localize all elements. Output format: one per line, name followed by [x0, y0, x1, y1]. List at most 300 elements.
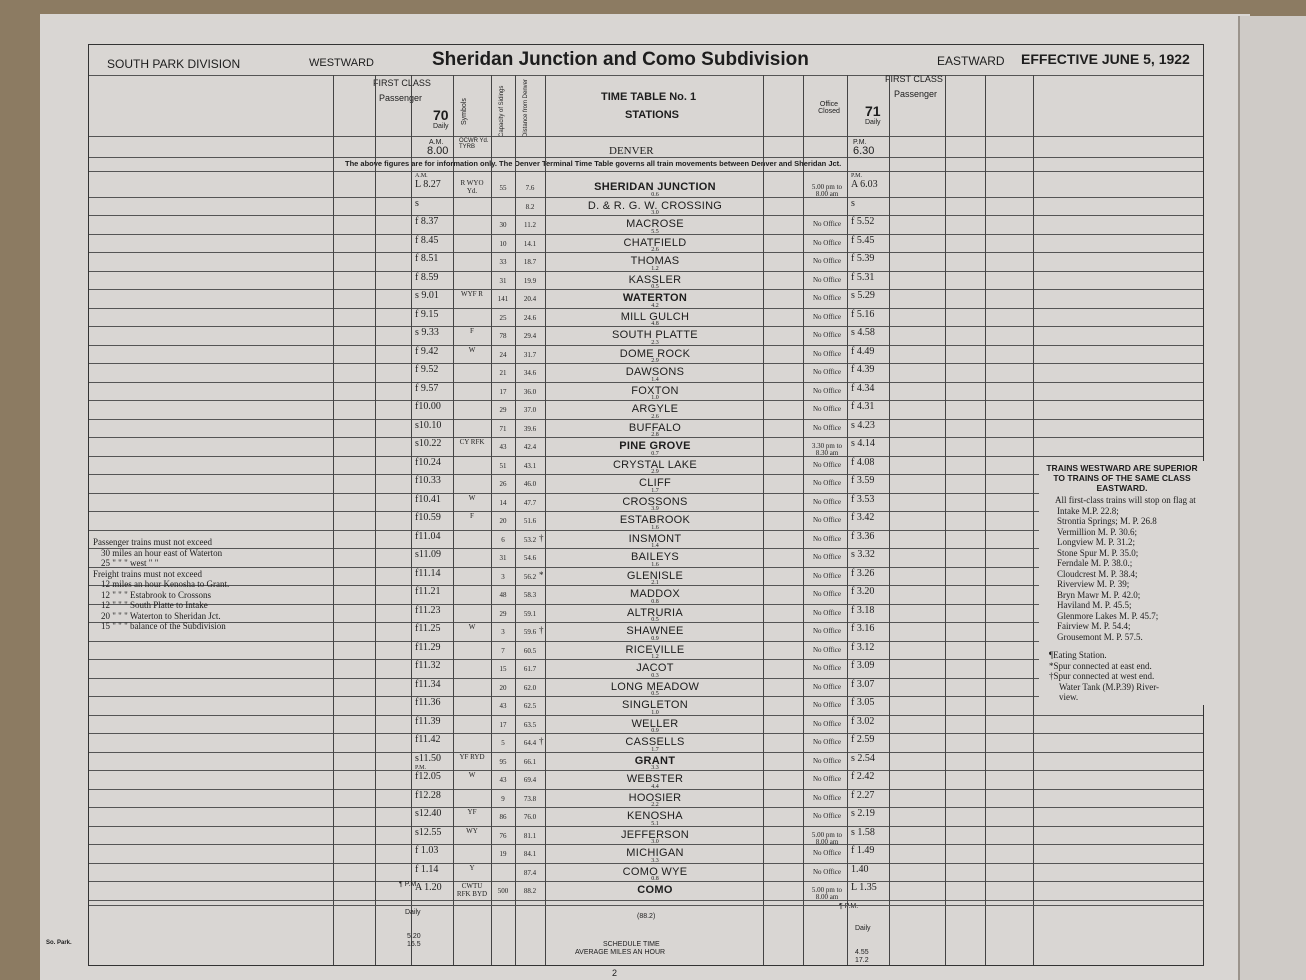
office-closed-hours: No Office — [812, 479, 842, 487]
siding-capacity: 33 — [499, 258, 507, 266]
legend-item: ¶Eating Station. — [1049, 650, 1107, 660]
interstation-miles: 2.9 — [651, 469, 659, 475]
interstation-miles: 1.4 — [651, 376, 659, 383]
distance-from-denver: 81.1 — [523, 831, 537, 840]
total-distance: (88.2) — [637, 913, 656, 920]
distance-from-denver: 64.4 — [523, 739, 537, 747]
train-71-time: f 4.31 — [851, 401, 875, 412]
train-70-time: f 8.59 — [415, 271, 439, 283]
office-closed-hours: No Office — [812, 701, 842, 709]
siding-capacity: 78 — [499, 332, 507, 340]
flag-stop-item: Cloudcrest M. P. 38.4; — [1057, 568, 1138, 579]
train-71-time: f 3.59 — [851, 475, 875, 486]
train-71-time: s 1.58 — [851, 826, 875, 838]
siding-capacity: 95 — [499, 757, 507, 766]
distance-from-denver: 36.0 — [523, 387, 537, 396]
station-name: RICEVILLE — [625, 643, 685, 656]
train-70-time: f 9.52 — [415, 364, 439, 375]
speed-restrictions-notes — [93, 537, 333, 632]
schedule-time-71: 4.55 — [855, 949, 869, 956]
station-name: FOXTON — [631, 384, 679, 397]
interstation-miles: 0.5 — [651, 284, 659, 290]
train-71-time: s 2.19 — [851, 808, 875, 819]
train-70-time: f 8.37 — [415, 216, 439, 227]
siding-capacity: 55 — [499, 184, 507, 192]
grid-line — [847, 75, 848, 965]
speed-note: 20 " " " Waterton to Sheridan Jct. — [101, 610, 221, 621]
station-symbols: F — [470, 327, 474, 335]
train-71-time: 1.40 — [851, 863, 869, 875]
train-71-time: s 4.14 — [851, 438, 875, 449]
avg-speed-71: 17.2 — [855, 957, 869, 964]
legend-list — [1043, 650, 1201, 703]
station-symbols: WY — [466, 826, 478, 835]
office-closed-header: Office Closed — [818, 101, 840, 115]
arrival-pm-71: ¶ P.M. — [839, 903, 859, 910]
distance-from-denver: 42.4 — [523, 443, 537, 451]
siding-capacity: 19 — [499, 850, 507, 858]
station-name: SINGLETON — [621, 699, 689, 711]
station-name: ESTABROOK — [619, 514, 691, 526]
speed-note: 30 miles an hour east of Waterton — [101, 547, 223, 558]
train-70-time: f11.42 — [415, 734, 441, 745]
interstation-miles: 3.3 — [651, 765, 659, 771]
interstation-miles: 3.3 — [651, 857, 659, 864]
denver-time-71: 6.30 — [853, 145, 875, 157]
office-closed-hours: No Office — [812, 775, 842, 783]
station-name: SHAWNEE — [626, 625, 684, 637]
interstation-miles: 2.3 — [651, 339, 659, 346]
distance-from-denver: 46.0 — [523, 480, 537, 488]
grid-line — [945, 75, 946, 965]
siding-capacity: 71 — [499, 424, 507, 433]
siding-capacity: 30 — [499, 221, 507, 229]
train-70-time: f11.32 — [415, 660, 441, 671]
siding-capacity: 3 — [501, 572, 505, 581]
distance-from-denver: 53.2 — [523, 535, 537, 544]
station-row — [89, 876, 1205, 901]
station-name: BAILEYS — [631, 551, 679, 563]
station-name: LONG MEADOW — [610, 680, 700, 693]
train-71-time: f 5.52 — [851, 216, 875, 227]
office-closed-hours: No Office — [812, 571, 842, 580]
flag-stop-item: Fairview M. P. 54.4; — [1057, 621, 1131, 631]
station-name: KASSLER — [628, 273, 682, 286]
distance-from-denver: 76.0 — [523, 813, 537, 821]
grid-line — [763, 75, 764, 965]
siding-capacity: 29 — [499, 609, 507, 618]
office-closed-hours: No Office — [812, 275, 842, 284]
train-70-time: f11.34 — [415, 678, 441, 690]
office-closed-hours: No Office — [812, 368, 842, 376]
station-name: PINE GROVE — [619, 440, 691, 452]
page-title: Sheridan Junction and Como Subdivision — [432, 49, 809, 70]
siding-capacity: 14 — [499, 498, 507, 507]
schedule-time-70: 5.20 — [407, 933, 421, 940]
siding-capacity: 141 — [497, 295, 509, 303]
passenger-label-70: Passenger — [379, 93, 423, 103]
interstation-miles: 0.5 — [651, 691, 659, 697]
train-70-time: f10.41 — [415, 493, 441, 505]
right-notes-panel — [1039, 461, 1205, 705]
grid-line — [803, 75, 804, 965]
column-header-rule — [89, 136, 1203, 137]
train-71-time: f 4.49 — [851, 345, 875, 357]
train-70-time: f 1.14 — [415, 863, 439, 875]
station-symbols: W — [468, 345, 476, 354]
symbols-header: Symbols — [461, 98, 468, 125]
grid-line — [889, 75, 890, 965]
distance-from-denver: 62.5 — [523, 702, 537, 710]
flag-stop-intro: All first-class trains will stop on flag at — [1055, 495, 1196, 505]
siding-capacity: 9 — [501, 794, 505, 803]
arrival-pm-70: ¶ P.M. — [399, 881, 419, 888]
flag-stop-item: Intake M.P. 22.8; — [1057, 505, 1119, 516]
office-closed-hours: No Office — [812, 849, 842, 857]
spur-mark: † — [539, 736, 544, 746]
distance-from-denver: 37.0 — [523, 406, 537, 414]
interstation-miles: 0.9 — [651, 635, 659, 642]
train-70-time: f 8.45 — [415, 234, 439, 246]
station-name: JACOT — [636, 662, 674, 674]
row-rule — [89, 900, 1203, 901]
siding-capacity: 15 — [499, 665, 507, 673]
first-class-label-71: FIRST CLASS — [885, 74, 943, 84]
station-name: GLENISLE — [626, 569, 684, 582]
interstation-miles: 2.6 — [651, 413, 659, 420]
speed-note: 12 " " " South Platte to Intake — [101, 600, 208, 610]
train-70-number: 70 — [433, 107, 449, 123]
speed-note: 25 " " " west " " — [101, 558, 159, 568]
siding-capacity: 26 — [499, 480, 507, 488]
train-70-time: f11.29 — [415, 641, 441, 653]
grid-line — [545, 75, 546, 965]
distance-from-denver: 51.6 — [523, 517, 537, 525]
distance-from-denver: 43.1 — [523, 461, 537, 470]
train-70-time: f 1.03 — [415, 845, 439, 856]
flag-stop-item: Grousemont M. P. 57.5. — [1057, 631, 1143, 642]
train-71-time: f 3.42 — [851, 512, 875, 523]
train-70-time: s10.10 — [415, 419, 442, 431]
train-71-time: s 4.58 — [851, 327, 875, 338]
station-name: WEBSTER — [626, 773, 684, 785]
train-71-time: f 3.09 — [851, 660, 875, 671]
train-70-time: s10.22 — [415, 438, 442, 449]
station-name: MILL GULCH — [620, 310, 690, 323]
effective-date: EFFECTIVE JUNE 5, 1922 — [1021, 51, 1190, 67]
grid-line — [453, 75, 454, 965]
interstation-miles: 0.6 — [651, 191, 659, 198]
flag-stop-item: Strontia Springs; M. P. 26.8 — [1057, 516, 1157, 526]
train-70-time: f10.00 — [415, 401, 441, 412]
siding-capacity: 25 — [499, 313, 507, 322]
average-speed-label: AVERAGE MILES AN HOUR — [575, 949, 666, 956]
interstation-miles: 5.5 — [651, 228, 659, 235]
office-closed-hours: No Office — [812, 553, 842, 561]
station-name: WELLER — [631, 717, 679, 730]
train-71-number: 71 — [865, 103, 881, 119]
siding-capacity: 31 — [499, 276, 507, 285]
train-71-time: s 5.29 — [851, 290, 875, 301]
denver-rule-bottom — [89, 171, 1203, 172]
train-70-time: f12.28 — [415, 789, 441, 801]
office-closed-hours: No Office — [812, 386, 842, 395]
denver-time-70: 8.00 — [427, 145, 449, 157]
train-70-time: f11.14 — [415, 567, 441, 579]
flag-stop-item: Haviland M. P. 45.5; — [1057, 600, 1132, 610]
train-71-time: s 4.23 — [851, 419, 875, 431]
train-71-time: f 3.07 — [851, 678, 875, 690]
train-71-time: L 1.35 — [851, 882, 877, 893]
siding-capacity: 21 — [499, 369, 507, 377]
station-name: SHERIDAN JUNCTION — [594, 181, 716, 193]
interstation-miles: 3.9 — [651, 506, 659, 512]
train-71-time: f 1.49 — [851, 845, 875, 856]
train-71-time: f 5.39 — [851, 253, 875, 264]
distance-from-denver: 66.1 — [523, 757, 537, 766]
interstation-miles: 0.5 — [651, 617, 659, 623]
office-closed-hours: No Office — [812, 682, 842, 691]
office-closed-hours: No Office — [812, 664, 842, 672]
station-symbols: CY RFK — [459, 438, 485, 446]
timetable-sheet — [88, 44, 1204, 966]
speed-note: 12 " " " Estabrook to Crossons — [101, 589, 212, 600]
train-70-time: f11.25 — [415, 623, 441, 634]
station-symbols: W — [468, 493, 476, 502]
train-70-time: f 9.57 — [415, 382, 439, 394]
station-name: KENOSHA — [627, 810, 683, 822]
train-71-time: f 4.08 — [851, 456, 875, 468]
office-closed-hours: No Office — [812, 349, 842, 358]
station-symbols: YF RYD — [459, 752, 485, 761]
train-71-time: f 4.39 — [851, 364, 875, 375]
train-70-time: f11.39 — [415, 715, 441, 727]
station-symbols: YF — [467, 808, 477, 816]
train-70-meridiem: A.M. — [415, 173, 428, 179]
interstation-miles: 4.2 — [651, 302, 659, 309]
train-70-time: A 1.20 — [415, 882, 442, 893]
train-71-time: f 4.34 — [851, 382, 875, 394]
distance-from-denver: 31.7 — [523, 350, 537, 359]
office-closed-hours: No Office — [812, 812, 842, 820]
legend-item: †Spur connected at west end. — [1049, 671, 1155, 681]
distance-from-denver: 19.9 — [523, 276, 537, 285]
station-name: COMO WYE — [622, 865, 688, 878]
distance-from-denver: 87.4 — [523, 868, 537, 877]
train-71-time: f 2.59 — [851, 734, 875, 745]
station-symbols: Y — [469, 863, 475, 872]
siding-capacity: 3 — [501, 628, 505, 636]
office-closed-hours: No Office — [812, 294, 842, 302]
office-closed-hours: No Office — [812, 423, 842, 432]
siding-capacity: 500 — [497, 887, 509, 895]
train-71-time: f 5.31 — [851, 271, 875, 283]
distance-from-denver: 7.6 — [525, 184, 535, 192]
station-name: CASSELLS — [625, 736, 685, 748]
distance-from-denver: 14.1 — [523, 239, 537, 248]
train-71-time: f 3.05 — [851, 697, 875, 708]
distance-from-denver: 20.4 — [523, 295, 537, 303]
interstation-miles: 5.1 — [651, 820, 659, 827]
station-symbols: W — [468, 623, 476, 631]
station-symbols: F — [470, 512, 474, 520]
siding-capacity: 17 — [499, 720, 507, 729]
interstation-miles: 2.9 — [651, 358, 659, 364]
siding-capacity: 86 — [499, 813, 507, 821]
train-70-time: f11.04 — [415, 530, 441, 542]
train-71-time: f 3.18 — [851, 604, 875, 616]
train-71-time: f 3.20 — [851, 586, 875, 597]
siding-capacity: 20 — [499, 683, 507, 692]
distance-from-denver: 24.6 — [523, 313, 537, 322]
station-name: COMO — [637, 884, 673, 896]
capacity-header: Capacity of Sidings — [499, 85, 505, 137]
office-closed-hours: 3.30 pm to 8.30 am — [811, 442, 843, 457]
schedule-time-label: SCHEDULE TIME — [603, 941, 660, 948]
train-71-time: f 2.42 — [851, 771, 875, 782]
superiority-heading: TRAINS WESTWARD ARE SUPERIOR TO TRAINS OF THE SAME CLASS EASTWARD. — [1046, 463, 1198, 493]
office-closed-hours: No Office — [812, 238, 842, 247]
station-name: SOUTH PLATTE — [612, 329, 698, 341]
interstation-miles: 1.2 — [651, 654, 659, 660]
flag-stop-item: Glenmore Lakes M. P. 45.7; — [1057, 610, 1159, 621]
station-symbols: R WYO Yd. — [460, 179, 484, 195]
distance-from-denver: 54.6 — [523, 554, 537, 562]
train-70-time: f 9.15 — [415, 308, 439, 320]
flag-stop-item: Vermillion M. P. 30.6; — [1057, 526, 1138, 537]
speed-note: 15 " " " balance of the Subdivision — [101, 621, 226, 631]
train-71-time: f 3.12 — [851, 641, 875, 653]
interstation-miles: 2.2 — [651, 802, 659, 808]
siding-capacity: 5 — [501, 739, 505, 747]
train-70-time: L 8.27 — [415, 179, 441, 190]
station-symbols: CWTU RFK BYD — [456, 882, 488, 898]
train-71-time: f 3.53 — [851, 493, 875, 505]
station-symbols: WYF R — [461, 290, 483, 298]
distance-header: Distance from Denver — [523, 78, 529, 137]
distance-from-denver: 63.5 — [523, 720, 537, 729]
station-name: HOOSIER — [628, 791, 682, 804]
interstation-miles: 1.7 — [651, 746, 659, 753]
legend-item: *Spur connected at east end. — [1049, 660, 1152, 671]
train-70-time: f 9.42 — [415, 345, 439, 357]
distance-from-denver: 29.4 — [523, 332, 537, 340]
flag-stop-item: Longview M. P. 31.2; — [1057, 537, 1136, 547]
station-name: CHATFIELD — [623, 236, 687, 249]
passenger-label-71: Passenger — [894, 89, 938, 99]
office-closed-hours: No Office — [812, 497, 842, 506]
station-name: MICHIGAN — [626, 847, 684, 859]
grid-line — [985, 75, 986, 965]
distance-from-denver: 62.0 — [523, 683, 537, 692]
office-closed-hours: 5.00 pm to 8.00 am — [811, 886, 843, 901]
station-name: D. & R. G. W. CROSSING — [587, 199, 723, 212]
interstation-miles: 2.8 — [651, 432, 659, 438]
office-closed-hours: No Office — [812, 516, 842, 524]
spur-mark: * — [539, 569, 544, 580]
grid-line — [491, 75, 492, 965]
station-name: CLIFF — [638, 477, 672, 489]
timetable-number: TIME TABLE No. 1 — [601, 91, 697, 103]
flag-stop-item: Stone Spur M. P. 35.0; — [1057, 547, 1139, 558]
grid-line — [375, 75, 376, 965]
train-71-time: f 3.02 — [851, 715, 875, 727]
bottom-rule — [89, 905, 1203, 906]
office-closed-hours: No Office — [812, 405, 842, 413]
flag-stop-list — [1043, 506, 1201, 643]
grid-line — [411, 75, 412, 965]
legend-item: Water Tank (M.P.39) River- — [1059, 681, 1160, 692]
distance-from-denver: 11.2 — [524, 221, 536, 229]
distance-from-denver: 73.8 — [523, 794, 537, 803]
office-closed-hours: No Office — [812, 460, 842, 469]
train-70-daily: Daily — [433, 123, 449, 130]
interstation-miles: 0.8 — [651, 876, 659, 882]
speed-note: Passenger trains must not exceed — [93, 537, 212, 547]
distance-from-denver: 56.2 — [523, 572, 537, 581]
train-71-daily: Daily — [865, 119, 881, 126]
distance-from-denver: 8.2 — [525, 202, 535, 211]
interstation-miles: 3.0 — [651, 839, 659, 845]
station-name: CRYSTAL LAKE — [612, 458, 698, 471]
grid-line — [333, 75, 334, 965]
train-71-time: f 5.45 — [851, 234, 875, 246]
flag-stop-item: Ferndale M. P. 38.0.; — [1057, 558, 1133, 568]
office-closed-hours: No Office — [812, 738, 842, 746]
interstation-miles: 3.0 — [651, 210, 659, 216]
distance-from-denver: 84.1 — [523, 850, 537, 858]
train-71-time: f 3.26 — [851, 567, 875, 579]
distance-from-denver: 60.5 — [523, 646, 537, 655]
train-71-time: s 3.32 — [851, 549, 875, 560]
train-70-time: f10.59 — [415, 512, 441, 523]
office-closed-hours: No Office — [812, 331, 842, 339]
train-71-time: s 2.54 — [851, 752, 875, 764]
station-name: WATERTON — [622, 292, 688, 304]
flag-stop-item: Bryn Mawr M. P. 42.0; — [1057, 589, 1141, 600]
office-closed-hours: No Office — [812, 645, 842, 654]
train-70-time: s11.50 — [415, 752, 442, 764]
interstation-miles: 0.9 — [651, 728, 659, 734]
westward-label: WESTWARD — [309, 57, 374, 69]
distance-from-denver: 59.1 — [523, 609, 537, 618]
station-name: GRANT — [634, 754, 676, 767]
stations-header: STATIONS — [625, 109, 679, 121]
distance-from-denver: 39.6 — [523, 424, 537, 433]
station-name: MACROSE — [626, 218, 684, 230]
interstation-miles: 1.6 — [651, 524, 659, 531]
train-71-time: A 6.03 — [851, 179, 878, 190]
station-symbols: W — [468, 771, 476, 779]
facing-page-edge — [1238, 16, 1306, 980]
station-name: THOMAS — [630, 255, 680, 267]
station-name: JEFFERSON — [620, 828, 690, 841]
siding-capacity: 43 — [499, 702, 507, 710]
distance-from-denver: 58.3 — [523, 591, 537, 599]
siding-capacity: 48 — [499, 591, 507, 599]
siding-capacity: 43 — [499, 776, 507, 784]
speed-note: 12 miles an hour Kenosha to Grant. — [101, 579, 230, 589]
speed-note: Freight trains must not exceed — [93, 568, 202, 579]
train-71-time: s — [851, 197, 855, 209]
station-name: ARGYLE — [631, 403, 679, 415]
office-closed-hours: No Office — [812, 608, 842, 617]
office-closed-hours: No Office — [812, 312, 842, 321]
interstation-miles: 0.8 — [651, 598, 659, 605]
interstation-miles: 4.8 — [651, 321, 659, 327]
siding-capacity: 10 — [499, 239, 507, 248]
office-closed-hours: No Office — [812, 590, 842, 598]
